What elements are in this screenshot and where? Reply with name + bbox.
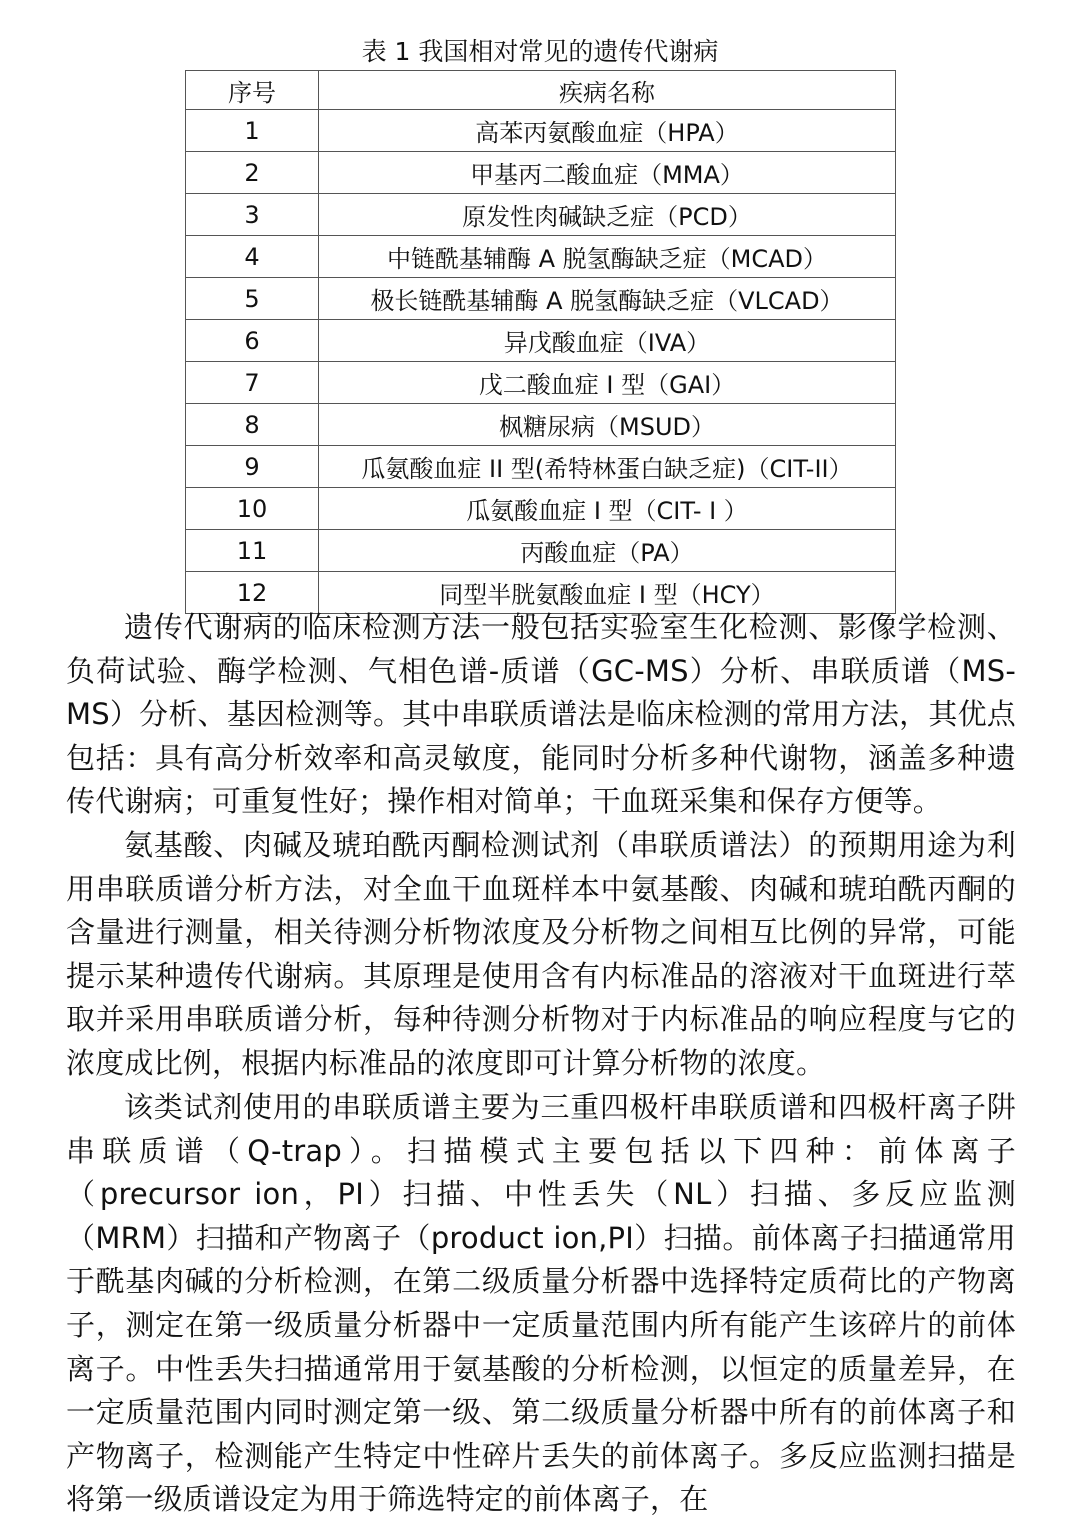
table-header-row [186, 71, 896, 110]
table-row [186, 362, 896, 404]
row-number: 5 [186, 278, 319, 320]
row-number: 11 [186, 530, 319, 572]
row-number: 12 [186, 572, 319, 614]
table-row [186, 446, 896, 488]
body-paragraph-detection-methods: 遗传代谢病的临床检测方法一般包括实验室生化检测、影像学检测、负荷试验、酶学检测、气相色谱-质谱（GC-MS）分析、串联质谱（MS-MS）分析、基因检测等。其中串联质谱法是临床检测的常用方法，其优点包括：具有高分析效率和高灵敏度，能同时分析多种代谢物，涵盖多种遗传代谢病；可重复性好；操作相对简单；干血斑采集和保存方便等。 [66, 610, 1016, 819]
table-row [186, 152, 896, 194]
body-paragraph-scan-modes: 该类试剂使用的串联质谱主要为三重四极杆串联质谱和四极杆离子阱串联质谱（Q-trap）。扫描模式主要包括以下四种：前体离子（precursor ion，PI）扫描、中性丢失（NL）扫描、多反应监测（MRM）扫描和产物离子（product ion,PI）扫描。前体离子扫描通常用于酰基肉碱的分析检测，在第二级质量分析器中选择特定质荷比的产物离子，测定在第一级质量分析器中一定质量范围内所有能产生该碎片的前体离子。中性丢失扫描通常用于氨基酸的分析检测，以恒定的质量差异，在一定质量范围内同时测定第一级、第二级质量分析器中所有的前体离子和产物离子，检测能产生特定中性碎片丢失的前体离子。多反应监测扫描是将第一级质谱设定为用于筛选特定的前体离子，在 [66, 1090, 1016, 1517]
disease-table [185, 70, 896, 614]
row-disease-name: 瓜氨酸血症 II 型(希特林蛋白缺乏症)（CIT-II） [319, 446, 896, 488]
row-number: 3 [186, 194, 319, 236]
row-number: 4 [186, 236, 319, 278]
row-disease-name: 瓜氨酸血症 I 型（CIT- Ⅰ ） [319, 488, 896, 530]
row-number: 2 [186, 152, 319, 194]
row-number: 9 [186, 446, 319, 488]
row-disease-name: 同型半胱氨酸血症 I 型（HCY） [319, 572, 896, 614]
table-row [186, 236, 896, 278]
table-caption: 表 1 我国相对常见的遗传代谢病 [361, 37, 719, 66]
row-number: 8 [186, 404, 319, 446]
row-number: 7 [186, 362, 319, 404]
row-disease-name: 甲基丙二酸血症（MMA） [319, 152, 896, 194]
row-disease-name: 中链酰基辅酶 A 脱氢酶缺乏症（MCAD） [319, 236, 896, 278]
row-disease-name: 枫糖尿病（MSUD） [319, 404, 896, 446]
row-disease-name: 戊二酸血症 I 型（GAI） [319, 362, 896, 404]
table-row [186, 404, 896, 446]
table-row [186, 488, 896, 530]
row-number: 10 [186, 488, 319, 530]
row-number: 1 [186, 110, 319, 152]
row-disease-name: 原发性肉碱缺乏症（PCD） [319, 194, 896, 236]
table-row [186, 530, 896, 572]
body-paragraph-reagent-purpose: 氨基酸、肉碱及琥珀酰丙酮检测试剂（串联质谱法）的预期用途为利用串联质谱分析方法，对全血干血斑样本中氨基酸、肉碱和琥珀酰丙酮的含量进行测量，相关待测分析物浓度及分析物之间相互比例的异常，可能提示某种遗传代谢病。其原理是使用含有内标准品的溶液对干血斑进行萃取并采用串联质谱分析，每种待测分析物对于内标准品的响应程度与它的浓度成比例，根据内标准品的浓度即可计算分析物的浓度。 [66, 828, 1016, 1080]
table-row [186, 320, 896, 362]
row-disease-name: 丙酸血症（PA） [319, 530, 896, 572]
row-number: 6 [186, 320, 319, 362]
header-number: 序号 [186, 71, 319, 110]
table-row [186, 278, 896, 320]
row-disease-name: 极长链酰基辅酶 A 脱氢酶缺乏症（VLCAD） [319, 278, 896, 320]
table-row [186, 110, 896, 152]
row-disease-name: 异戊酸血症（IVA） [319, 320, 896, 362]
table-row [186, 194, 896, 236]
row-disease-name: 高苯丙氨酸血症（HPA） [319, 110, 896, 152]
header-disease-name: 疾病名称 [319, 71, 896, 110]
